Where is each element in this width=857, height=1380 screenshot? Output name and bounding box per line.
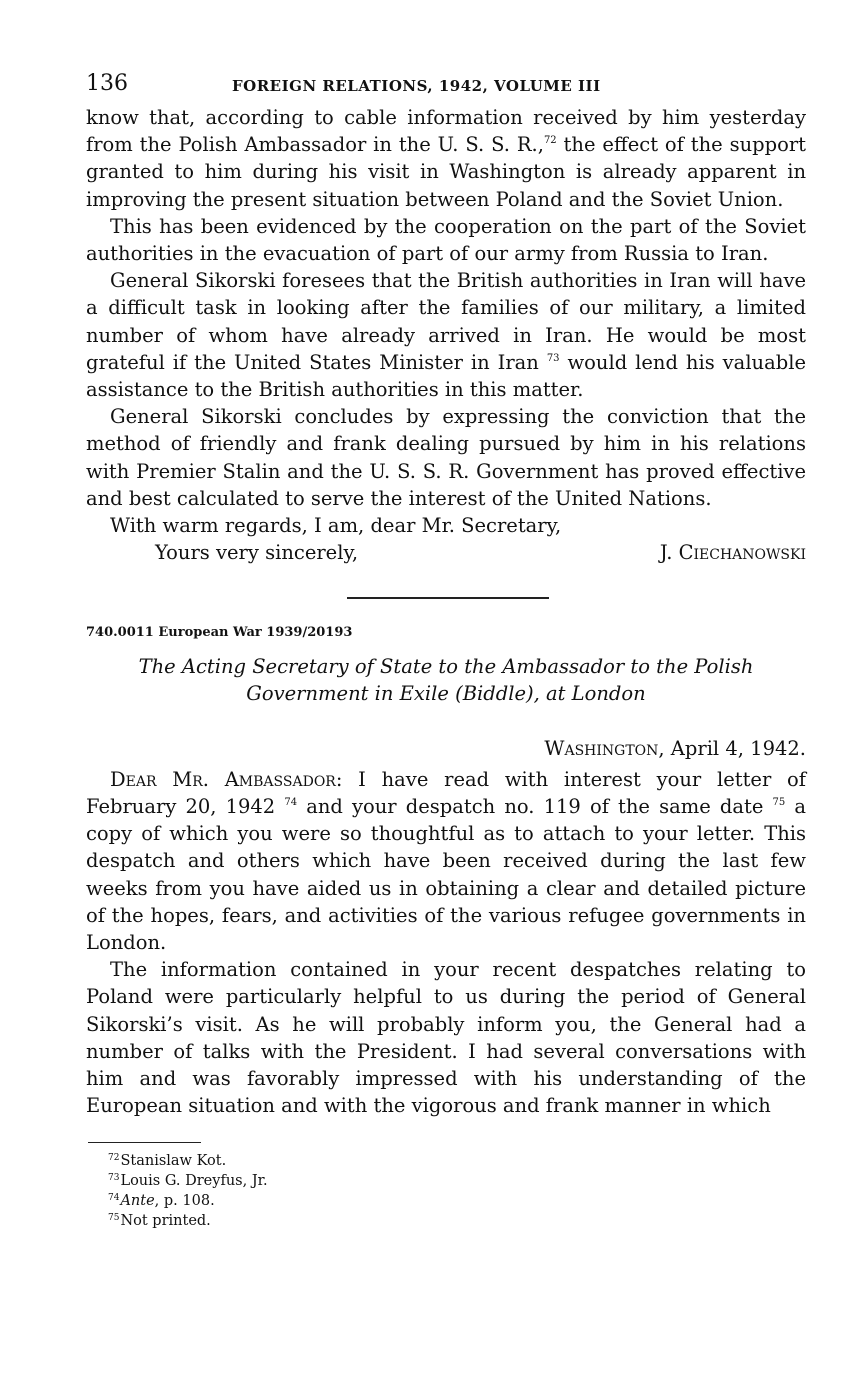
document-title-line-2: Government in Exile (Biddle), at London (246, 682, 646, 706)
letter1-paragraph-4: General Sikorski concludes by expressing the conviction that the method of friendly and frank dealing pursued by him in his relations with Premier Stalin and the U. S. S. R. Government has proved effective and best calculated to serve the interest of the United Nations. (86, 405, 806, 510)
page-header (86, 68, 806, 104)
complimentary-close: Yours very sincerely, (155, 541, 359, 565)
document-title-line-1: The Acting Secretary of State to the Ambassador to the Polish (138, 655, 754, 679)
page-number: 136 (86, 71, 128, 96)
document-title (86, 653, 806, 707)
letter1-paragraph-2: This has been evidenced by the cooperation on the part of the Soviet authorities in the evacuation of part of our army from Russia to Iran. (86, 214, 806, 266)
book-page (86, 68, 806, 1230)
footnote: $^{74}$Ante, p. 108. (108, 1192, 215, 1209)
footnote-ref-73: 73 (546, 352, 560, 364)
salutation: Dear Mr. Ambassador: (110, 767, 343, 791)
letter1-paragraph-3: General Sikorski foresees that the British authorities in Iran will have a difficult task in looking after the families of our military, a limited number of whom have already arrived in Iran. He would be most grateful if the United States Minister in Iran $^{73}$ would lend his valuable assistance to the British authorities in this matter. (86, 269, 806, 402)
signature: J. Ciechanowski (659, 541, 806, 565)
place: Washington (544, 736, 659, 760)
footnote-ante: Ante, p. 108. (120, 1192, 215, 1209)
running-head: FOREIGN RELATIONS, 1942, VOLUME III (232, 77, 601, 95)
letter1-closing: With warm regards, I am, dear Mr. Secretary, (110, 514, 562, 538)
footnote-ref-74: 74 (284, 797, 298, 809)
date: , April 4, 1942. (658, 736, 806, 760)
footnote-ref-75: 75 (772, 797, 786, 809)
file-number: 740.0011 European War 1939/20193 (86, 625, 353, 641)
place-date (86, 735, 806, 762)
footnote: $^{75}$Not printed. (108, 1212, 211, 1229)
footnote: $^{73}$Louis G. Dreyfus, Jr. (108, 1172, 268, 1189)
letter2-paragraph-2: The information contained in your recent despatches relating to Poland were particularly helpful to us during the period of General Sikorski’s visit. As he will probably inform you, the General had a number of talks with the President. I had several conversations with him and was favorably impressed with his understanding of the European situation and with the vigorous and frank manner in which (86, 958, 806, 1118)
letter-continuation (86, 104, 806, 567)
footnote-divider (88, 1142, 201, 1143)
footnotes (108, 1150, 806, 1230)
letter1-paragraph-1: know that, according to cable information received by him yesterday from the Polish Ambassador in the U. S. S. R.,$^{72}$ the effect of the support granted to him during his visit in Washington is already apparent in improving the present situation between Poland and the Soviet Union. (86, 106, 806, 211)
section-divider (347, 597, 549, 599)
footnote: $^{72}$Stanislaw Kot. (108, 1152, 227, 1169)
letter2-paragraph-1: Dear Mr. Ambassador: I have read with interest your letter of February 20, 1942 $^{74}$ and your despatch no. 119 of the same date $^{75}$ a copy of which you were so thoughtful as to attach to your letter. This despatch and others which have been received during the last few weeks from you have aided us in obtaining a clear and detailed picture of the hopes, fears, and activities of the various refugee governments in London. (86, 767, 806, 955)
signature-line (86, 539, 806, 567)
footnote-ref-72: 72 (543, 135, 557, 147)
